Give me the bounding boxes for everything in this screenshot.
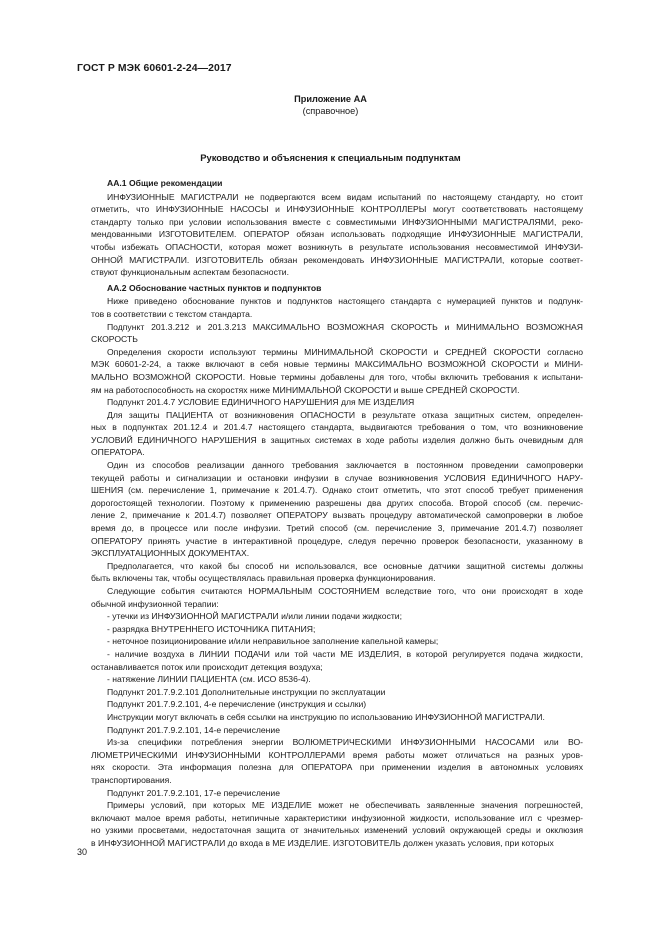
paragraph-line: Следующие события считаются НОРМАЛЬНЫМ СОСТОЯНИЕМ вследствие того, что они происходят в ходе — [107, 586, 583, 596]
paragraph-line: Инструкции могут включать в себя ссылки на инструкцию по использованию ИНФУЗИОННОЙ МАГИСТРАЛИ. — [107, 711, 545, 722]
paragraph-line: Предполагается, что какой бы способ ни использовался, все основные датчики защитной системы должны — [107, 560, 583, 571]
paragraph-line: ЛЮМЕТРИЧЕСКИМИ ИНФУЗИОННЫМИ КОНТРОЛЛЕРАМИ время работы может отличаться на разных уров- — [91, 749, 583, 760]
paragraph-line: Для защиты ПАЦИЕНТА от возникновения ОПАСНОСТИ в результате отказа защитных систем, определен- — [107, 409, 583, 420]
paragraph — [91, 560, 583, 585]
paragraph-line: текущей работы и сигнализации и остановки инфузии в случае возникновения УСЛОВИЯ ЕДИНИЧНОГО НАРУ- — [91, 472, 583, 483]
paragraph-line: Определения скорости используют термины МИНИМАЛЬНОЙ СКОРОСТИ и СРЕДНЕЙ СКОРОСТИ согласно — [107, 346, 583, 357]
paragraph — [91, 724, 583, 737]
paragraph-line: ИНФУЗИОННЫЕ МАГИСТРАЛИ не подвергаются всем видам испытаний по настоящему стандарту, но стоит — [107, 191, 583, 202]
paragraph-line: стандарту только при условии использования вместе с совместимыми ИНФУЗИОННЫМИ МАГИСТРАЛЯМИ, реко- — [91, 216, 583, 227]
paragraph-line: обычной инфузионной терапии: — [91, 598, 219, 609]
section-title-aa2: АА.2 Обоснование частных пунктов и подпунктов — [107, 282, 322, 293]
paragraph-line: - неточное позиционирование и/или неправильное заполнение капельной камеры; — [107, 636, 439, 647]
paragraph-line: быть включены так, чтобы осуществлялась правильная проверка функционирования. — [91, 573, 436, 584]
page-number: 30 — [77, 847, 88, 857]
paragraph-line: УСЛОВИЙ ЕДИНИЧНОГО НАРУШЕНИЯ в защитных системах в ходе работы изделия должно быть очевидным для — [91, 434, 583, 445]
paragraph — [91, 409, 583, 459]
paragraph — [91, 698, 583, 711]
document-body — [91, 177, 583, 849]
paragraph-line: время до, в процессе или после инфузии. Третий способ (см. перечисление 3, примечание 201.4.7) позволяет — [91, 523, 583, 534]
paragraph-line: но узкими просветами, недостаточная защита от значительных изменений условий окружающей среды и окклюзия — [91, 825, 583, 836]
paragraph-line: Подпункт 201.7.9.2.101, 4-е перечисление (инструкция и ссылки) — [107, 699, 367, 710]
paragraph — [91, 799, 583, 849]
paragraph-line: отметить, что ИНФУЗИОННЫЕ НАСОСЫ и ИНФУЗИОННЫЕ КОНТРОЛЛЕРЫ могут соответствовать настоящему — [91, 204, 583, 215]
paragraph-line: нях скорости. Эта информация полезна для ОПЕРАТОРА при применении изделия в автономных условиях — [91, 762, 583, 773]
paragraph — [91, 711, 583, 724]
paragraph — [91, 610, 583, 623]
annex-heading: Руководство и объяснения к специальным подпунктам — [200, 152, 461, 163]
annex-subtitle: (справочное) — [302, 106, 359, 116]
paragraph-line: СКОРОСТЬ — [91, 334, 138, 345]
paragraph-line: МАЛЬНО ВОЗМОЖНОЙ СКОРОСТИ. Новые термины добавлены для того, чтобы включить требования к испытани- — [91, 371, 583, 382]
paragraph — [91, 736, 583, 786]
paragraph-line: Подпункт 201.7.9.2.101, 14-е перечисление — [107, 724, 280, 735]
paragraph — [91, 459, 583, 560]
paragraph-line: ЭКСПЛУАТАЦИОННЫХ ДОКУМЕНТАХ. — [91, 548, 250, 559]
paragraph-line: МЭК 60601-2-24, а также включают в себя новые термины МАКСИМАЛЬНО ВОЗМОЖНОЙ СКОРОСТИ и МИНИ- — [91, 359, 583, 370]
paragraph-line: в ИНФУЗИОННОЙ МАГИСТРАЛИ до входа в МЕ ИЗДЕЛИЕ. ИЗГОТОВИТЕЛЬ должен указать условия, при которых — [91, 837, 554, 848]
paragraph-line: включают малое время работы, нетипичные характеристики инфузионной жидкости, использование игл с чрезмер- — [91, 812, 583, 823]
section-title-aa1: АА.1 Общие рекомендации — [107, 178, 223, 188]
paragraph — [91, 635, 583, 648]
paragraph-line: ных в подпунктах 201.12.4 и 201.4.7 настоящего стандарта, выдвигаются требования о том, что возникновение — [91, 422, 583, 433]
paragraph-line: Подпункт 201.4.7 УСЛОВИЕ ЕДИНИЧНОГО НАРУШЕНИЯ для МЕ ИЗДЕЛИЯ — [107, 397, 415, 408]
paragraph-line: ление 2, примечание к 201.4.7) позволяет ОПЕРАТОРУ вызвать процедуру автоматической самопроверки в любое — [91, 510, 583, 521]
paragraph — [91, 686, 583, 699]
document-id: ГОСТ Р МЭК 60601-2-24—2017 — [77, 63, 232, 74]
paragraph-line: останавливается поток или происходит детекция воздуха; — [91, 661, 323, 672]
paragraph-line: ям на работоспособность на скоростях ниже МИНИМАЛЬНОЙ СКОРОСТИ и выше СРЕДНЕЙ СКОРОСТИ. — [91, 384, 520, 395]
paragraph-line: ШЕНИЯ (см. перечисление 1, примечание к 201.4.7). Однако стоит отметить, что этот способ требует применения — [91, 485, 583, 496]
paragraph-line: мендованными ИЗГОТОВИТЕЛЕМ. ОПЕРАТОР обязан использовать подходящие ИНФУЗИОННЫЕ МАГИСТРАЛИ, — [91, 229, 583, 240]
paragraph-line: - утечки из ИНФУЗИОННОЙ МАГИСТРАЛИ и/или линии подачи жидкости; — [107, 611, 402, 622]
paragraph-line: - наличие воздуха в ЛИНИИ ПОДАЧИ или той части МЕ ИЗДЕЛИЯ, в которой регулируется подача жидкости, — [107, 648, 583, 659]
paragraph-line: ствуют функциональным аспектам безопасности. — [91, 267, 289, 278]
paragraph-line: дорогостоящей технологии. Поэтому к применению разрешены два других способа. Второй способ (см. перечис- — [91, 497, 583, 508]
paragraph-line: Ниже приведено обоснование пунктов и подпунктов настоящего стандарта с нумерацией пунктов и подпунк- — [107, 296, 583, 307]
paragraph — [91, 673, 583, 686]
paragraph-line: чтобы избежать ОПАСНОСТИ, которая может возникнуть в результате использования несовместимой ИНФУЗИ- — [91, 241, 583, 252]
paragraph-line: - разрядка ВНУТРЕННЕГО ИСТОЧНИКА ПИТАНИЯ; — [107, 623, 316, 634]
paragraph-line: ОПЕРАТОРА. — [91, 447, 145, 458]
paragraph-line: Один из способов реализации данного требования заключается в постоянном проведении самопроверки — [107, 460, 583, 471]
annex-title: Приложение АА — [294, 94, 367, 104]
paragraph-line: Подпункт 201.3.212 и 201.3.213 МАКСИМАЛЬНО ВОЗМОЖНАЯ СКОРОСТЬ и МИНИМАЛЬНО ВОЗМОЖНАЯ — [107, 321, 583, 332]
paragraph-line: ОПЕРАТОРУ принять участие в интерактивной процедуре, следуя перечню проверок безопасности, указанному в — [91, 535, 583, 546]
paragraph — [91, 346, 583, 396]
paragraph — [91, 648, 583, 673]
paragraph-line: тов в соответствии с текстом стандарта. — [91, 308, 253, 319]
paragraph-line: Подпункт 201.7.9.2.101 Дополнительные инструкции по эксплуатации — [107, 686, 386, 697]
paragraph-line: транспортирования. — [91, 774, 172, 785]
paragraph — [91, 321, 583, 346]
paragraph-line: ОННОЙ МАГИСТРАЛИ. ИЗГОТОВИТЕЛЬ обязан рекомендовать ИНФУЗИОННЫЕ МАГИСТРАЛИ, которые соответ- — [91, 254, 583, 265]
paragraph — [91, 623, 583, 636]
paragraph-line: - натяжение ЛИНИИ ПАЦИЕНТА (см. ИСО 8536-4). — [107, 674, 311, 685]
paragraph-line: Подпункт 201.7.9.2.101, 17-е перечисление — [107, 787, 280, 798]
paragraph-line: Из-за специфики потребления энергии ВОЛЮМЕТРИЧЕСКИМИ ИНФУЗИОННЫМИ НАСОСАМИ или ВО- — [107, 737, 583, 748]
paragraph — [91, 295, 583, 320]
paragraph — [91, 585, 583, 610]
paragraph — [91, 787, 583, 800]
paragraph — [91, 396, 583, 409]
paragraph-line: Примеры условий, при которых МЕ ИЗДЕЛИЕ может не обеспечивать заявленные значения погрешностей, — [107, 800, 583, 811]
paragraph — [91, 191, 583, 279]
